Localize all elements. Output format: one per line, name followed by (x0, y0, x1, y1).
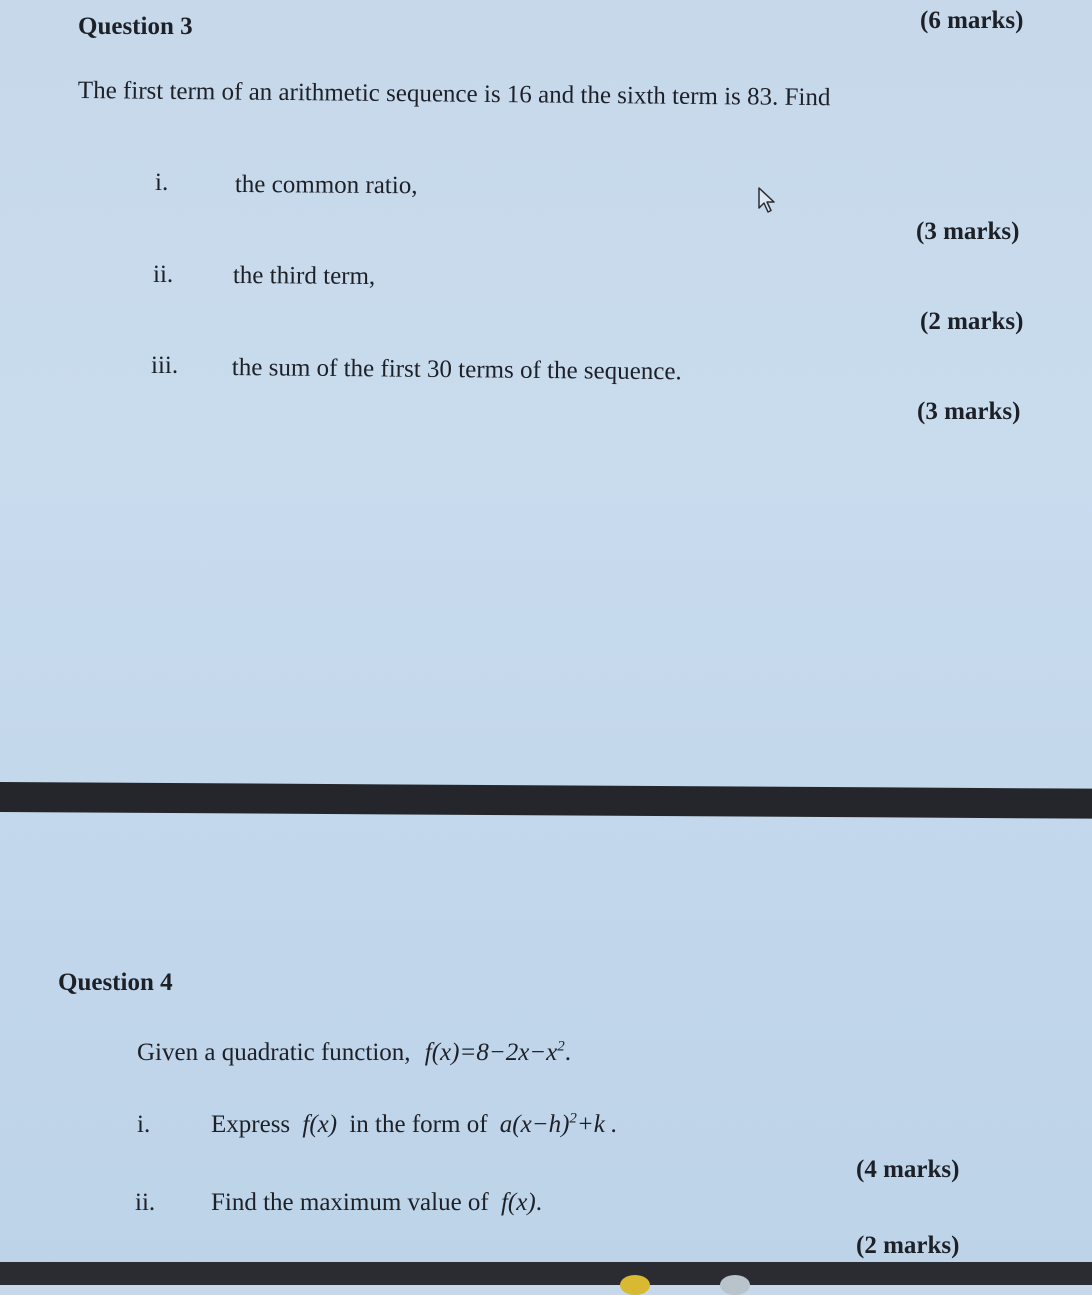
screen-divider-bar (0, 782, 1092, 819)
q4-part-ii-number: ii. (135, 1189, 156, 1216)
q4-part-ii-text: Find the maximum value of f(x). (211, 1189, 542, 1216)
q3-part-iii-number: iii. (151, 352, 179, 379)
question-4-intro (137, 1040, 571, 1065)
q3-part-ii-number: ii. (153, 261, 174, 288)
q3-part-iii-marks: (3 marks) (917, 398, 1021, 425)
q4-intro-period: . (564, 1039, 572, 1066)
q3-part-ii-text: the third term, (232, 262, 376, 290)
question-4-heading: Question 4 (58, 969, 173, 996)
taskbar-app-icon[interactable] (720, 1275, 750, 1295)
taskbar-app-icon[interactable] (620, 1275, 650, 1295)
question-3-heading: Question 3 (78, 13, 193, 40)
q4-part-i-marks: (4 marks) (856, 1156, 960, 1183)
q4-part-ii-marks: (2 marks) (856, 1232, 960, 1259)
q3-part-i-marks: (3 marks) (916, 218, 1020, 245)
mouse-cursor-icon (757, 186, 779, 214)
q4-vertex-form: $a(x-h)^2+k$ . (499, 1110, 618, 1138)
q4-part-i-text: Express f(x) in the form of $a(x-h)^2+k$ . (211, 1110, 618, 1138)
q4-fx-max: f(x) (500, 1189, 536, 1216)
q3-part-i-text: the common ratio, (234, 171, 418, 200)
q3-part-ii-marks: (2 marks) (920, 308, 1024, 335)
q4-fx: f(x) (302, 1111, 338, 1138)
taskbar-edge (0, 1262, 1092, 1285)
q3-part-iii-text: the sum of the first 30 terms of the sequence. (231, 354, 682, 386)
q4-intro-text: Given a quadratic function, (137, 1039, 411, 1066)
question-3-total-marks: (6 marks) (920, 7, 1024, 34)
q3-part-i-number: i. (155, 169, 169, 196)
question-3-intro: The first term of an arithmetic sequence is 16 and the sixth term is 83. Find (77, 77, 831, 112)
q4-function-definition: $f(x)=8-2x-x^2$ (424, 1038, 565, 1066)
q4-part-i-number: i. (137, 1111, 151, 1138)
